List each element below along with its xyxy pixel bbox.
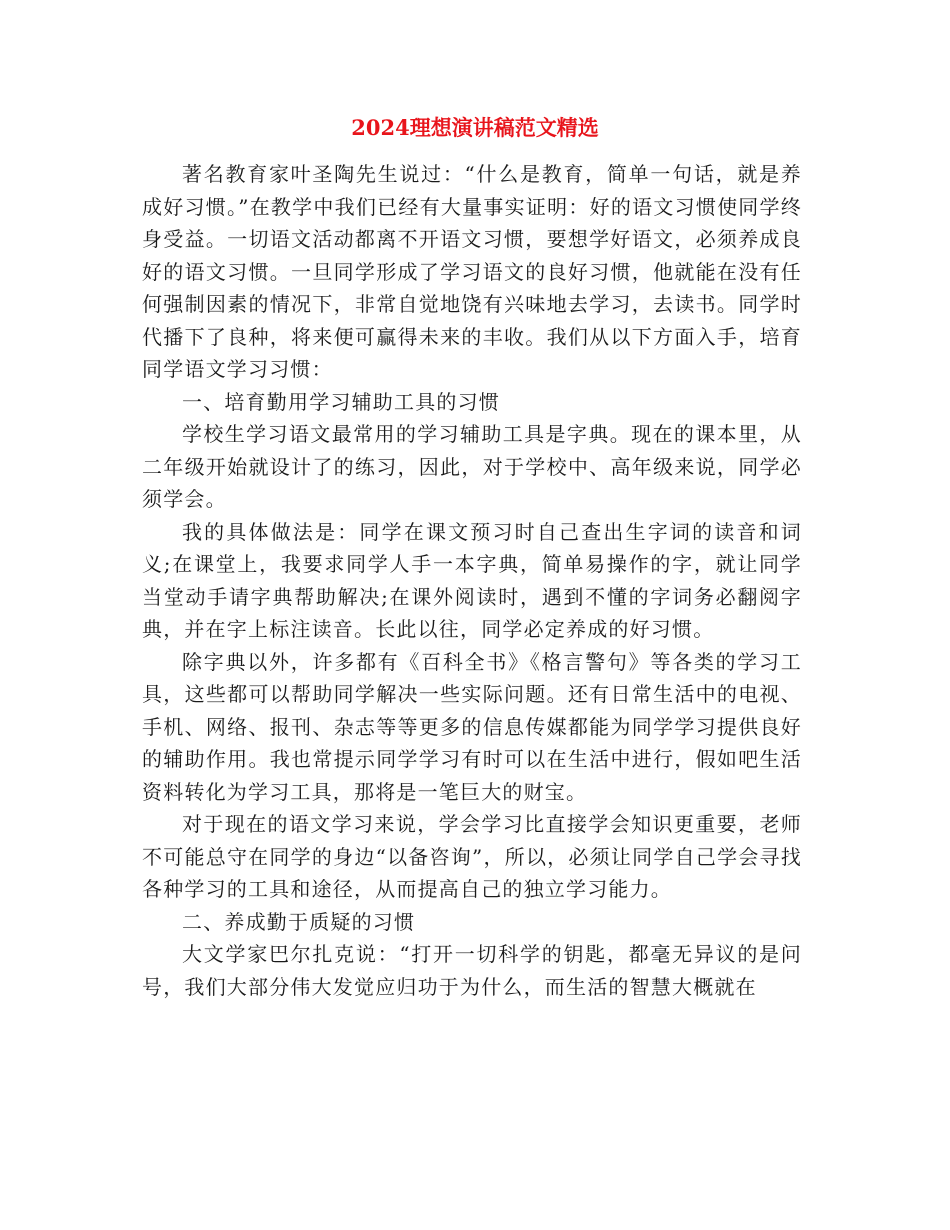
paragraph-intro: 著名教育家叶圣陶先生说过：“什么是教育，简单一句话，就是养成好习惯。”在教学中我们已经有大量事实证明：好的语文习惯使同学终身受益。一切语文活动都离不开语文习惯，要想学好语文，必须养成良好的语文习惯。一旦同学形成了学习语文的良好习惯，他就能在没有任何强制因素的情况下，非常自觉地饶有兴味地去学习，去读书。同学时代播下了良种，将来便可赢得未来的丰收。我们从以下方面入手，培育同学语文学习习惯： (142, 162, 802, 381)
paragraph-other-tools: 除字典以外，许多都有《百科全书》《格言警句》等各类的学习工具，这些都可以帮助同学解决一些实际问题。还有日常生活中的电视、手机、网络、报刊、杂志等等更多的信息传媒都能为同学学习提供良好的辅助作用。我也常提示同学学习有时可以在生活中进行，假如吧生活资料转化为学习工具，那将是一笔巨大的财宝。 (142, 649, 802, 804)
paragraph-balzac: 大文学家巴尔扎克说：“打开一切科学的钥匙，都毫无异议的是问号，我们大部分伟大发觉应归功于为什么，而生活的智慧大概就在 (142, 942, 802, 999)
document-body (142, 158, 802, 1003)
section-heading-1: 一、培育勤用学习辅助工具的习惯 (182, 389, 500, 414)
paragraph-dictionary: 学校生学习语文最常用的学习辅助工具是字典。现在的课本里，从二年级开始就设计了的练习，因此，对于学校中、高年级来说，同学必须学会。 (142, 422, 802, 511)
paragraph-method: 我的具体做法是：同学在课文预习时自己查出生字词的读音和词义;在课堂上，我要求同学人手一本字典，简单易操作的字，就让同学当堂动手请字典帮助解决;在课外阅读时，遇到不懂的字词务必翻阅字典，并在字上标注读音。长此以往，同学必定养成的好习惯。 (142, 519, 802, 641)
document-title: 2024理想演讲稿范文精选 (351, 115, 599, 140)
section-heading-2: 二、养成勤于质疑的习惯 (182, 909, 416, 934)
paragraph-learning: 对于现在的语文学习来说，学会学习比直接学会知识更重要，老师不可能总守在同学的身边“以备咨询”，所以，必须让同学自己学会寻找各种学习的工具和途径，从而提高自己的独立学习能力。 (142, 812, 802, 901)
